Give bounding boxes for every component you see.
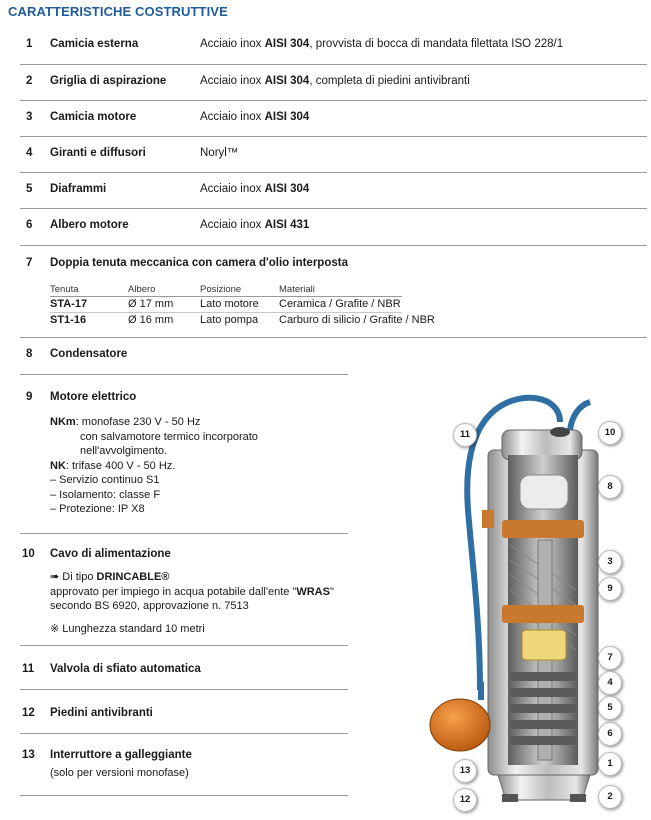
table-header-rule	[50, 296, 402, 297]
divider	[20, 374, 348, 375]
table-row-rule	[50, 312, 402, 313]
table-cell: Lato motore	[200, 298, 259, 310]
row-number: 12	[22, 707, 35, 719]
divider	[20, 208, 647, 209]
table-cell: ST1-16	[50, 314, 87, 326]
row-label: Interruttore a galleggiante	[50, 749, 192, 761]
table-cell: Ø 17 mm	[128, 298, 174, 310]
row-label: Condensatore	[50, 348, 128, 360]
table-cell: Carburo di silicio / Grafite / NBR	[279, 314, 435, 326]
row-number: 2	[26, 75, 33, 87]
callout-3: 3	[598, 550, 622, 574]
divider	[20, 645, 348, 646]
row-label: Albero motore	[50, 219, 129, 231]
row-value: Noryl™	[200, 147, 239, 159]
divider	[20, 689, 348, 690]
row-label: Griglia di aspirazione	[50, 75, 167, 87]
table-header: Albero	[128, 284, 156, 295]
row-label: Piedini antivibranti	[50, 707, 153, 719]
row-label: Doppia tenuta meccanica con camera d'olio interposta	[50, 257, 348, 269]
divider	[20, 245, 647, 246]
motor-details: NKm: monofase 230 V - 50 Hz con salvamotore termico incorporato nell'avvolgimento. NK: trifase 400 V - 50 Hz. – Servizio continuo S1 – Isolamento: classe F – Protezione: IP X8	[50, 416, 258, 515]
callout-11: 11	[453, 423, 477, 447]
cable-details: ➠ Di tipo DRINCABLE® approvato per impiego in acqua potabile dall'ente "WRAS" secondo BS 6920, approvazione n. 7513 ※ Lunghezza standard 10 metri	[50, 571, 334, 635]
table-header: Tenuta	[50, 284, 79, 295]
row-number: 10	[22, 548, 35, 560]
row-value: Acciaio inox AISI 304, provvista di bocca di mandata filettata ISO 228/1	[200, 38, 564, 50]
divider	[20, 533, 348, 534]
table-cell: STA-17	[50, 298, 88, 310]
row-value: Acciaio inox AISI 431	[200, 219, 310, 231]
divider	[20, 337, 647, 338]
row-label: Valvola di sfiato automatica	[50, 663, 201, 675]
table-header: Posizione	[200, 284, 242, 295]
row-number: 9	[26, 391, 33, 403]
section-title: CARATTERISTICHE COSTRUTTIVE	[8, 4, 228, 19]
row-number: 7	[26, 257, 33, 269]
callout-6: 6	[598, 722, 622, 746]
table-cell: Lato pompa	[200, 314, 259, 326]
table-cell: Ø 16 mm	[128, 314, 174, 326]
float-switch-note: (solo per versioni monofase)	[50, 767, 189, 779]
row-value: Acciaio inox AISI 304, completa di piedini antivibranti	[200, 75, 470, 87]
callout-12: 12	[453, 788, 477, 812]
callout-5: 5	[598, 696, 622, 720]
divider	[20, 100, 647, 101]
row-number: 13	[22, 749, 35, 761]
row-label: Motore elettrico	[50, 391, 137, 403]
row-label: Cavo di alimentazione	[50, 548, 171, 560]
callout-8: 8	[598, 475, 622, 499]
row-value: Acciaio inox AISI 304	[200, 183, 310, 195]
row-number: 11	[22, 663, 35, 675]
row-label: Camicia esterna	[50, 38, 139, 50]
divider	[20, 795, 348, 796]
divider	[20, 733, 348, 734]
row-number: 4	[26, 147, 33, 159]
row-number: 8	[26, 348, 33, 360]
divider	[20, 172, 647, 173]
callout-13: 13	[453, 759, 477, 783]
row-label: Camicia motore	[50, 111, 137, 123]
callout-7: 7	[598, 646, 622, 670]
row-value: Acciaio inox AISI 304	[200, 111, 310, 123]
row-label: Diaframmi	[50, 183, 107, 195]
callout-10: 10	[598, 421, 622, 445]
table-cell: Ceramica / Grafite / NBR	[279, 298, 401, 310]
callout-9: 9	[598, 577, 622, 601]
callout-2: 2	[598, 785, 622, 809]
row-label: Giranti e diffusori	[50, 147, 146, 159]
row-number: 1	[26, 38, 33, 50]
divider	[20, 136, 647, 137]
row-number: 5	[26, 183, 33, 195]
row-number: 3	[26, 111, 33, 123]
table-header: Materiali	[279, 284, 315, 295]
row-number: 6	[26, 219, 33, 231]
divider	[20, 64, 647, 65]
callout-1: 1	[598, 752, 622, 776]
callout-4: 4	[598, 671, 622, 695]
